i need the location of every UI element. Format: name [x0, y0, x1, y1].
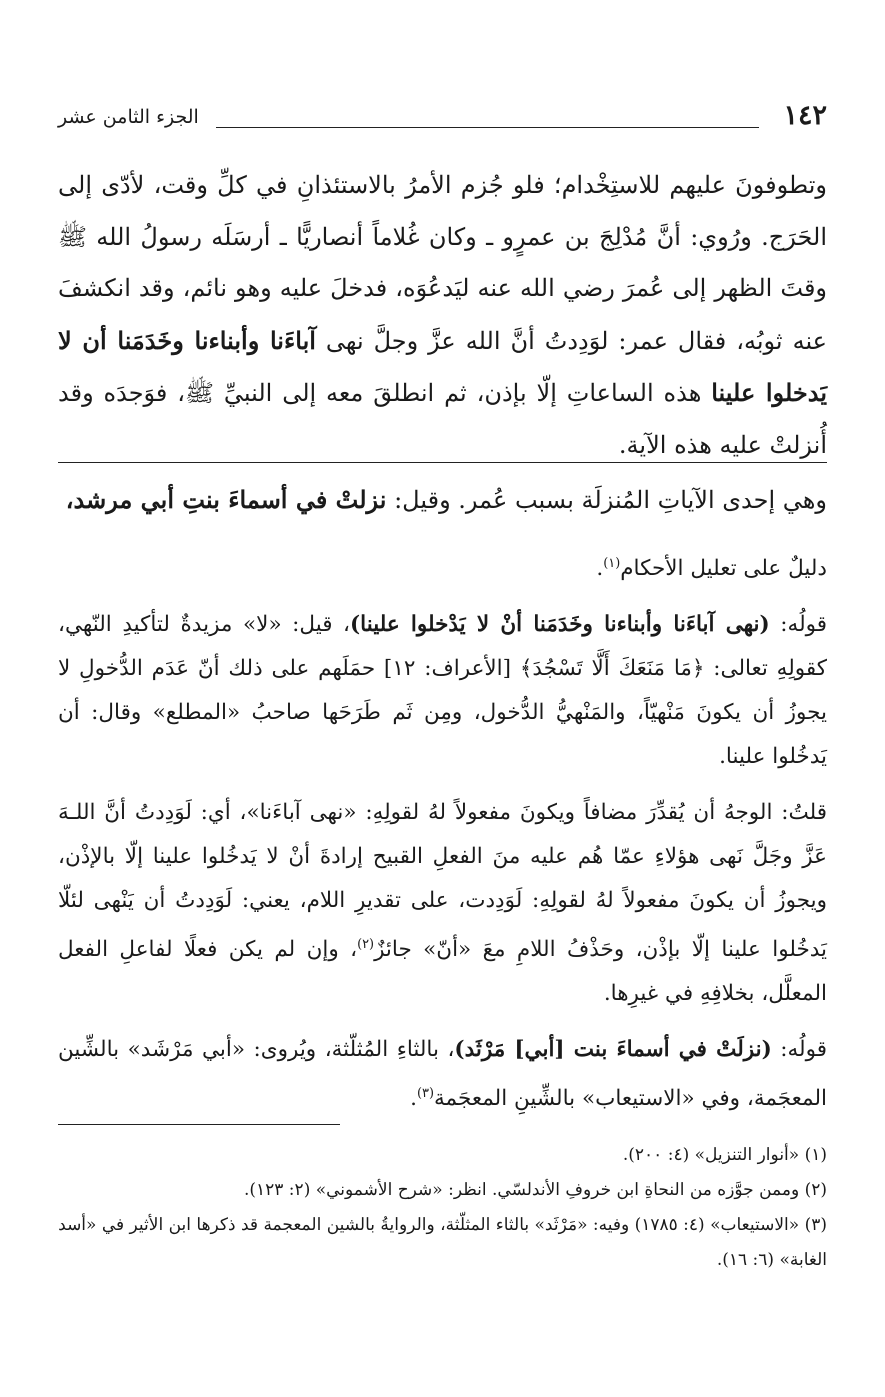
footnote-2: (٢) وممن جوَّزه من النحاةِ ابن خروفِ الأندلسّي. انظر: «شرح الأشموني» (٢: ١٢٣).: [243, 1180, 827, 1200]
paragraph-text: وهي إحدى الآياتِ المُنزلَة بسبب عُمر. وقيل:: [386, 486, 827, 514]
paragraph-lead: قولُه:: [771, 1037, 827, 1063]
paragraph-punct: .: [596, 556, 604, 582]
footnote-1: (١) «أنوار التنزيل» (٤: ٢٠٠).: [622, 1145, 827, 1165]
quote-text: وتطوفونَ عليهم للاستِخْدام؛ فلو جُزم الأمرُ بالاستئذانِ في كلِّ وقت، لأدّى إلى الحَرَج. ورُوي: أنَّ مُدْلِجَ بن عمرٍو ـ وكان غُلاماً أنصاريًّا ـ أرسَلَه رسولُ الله ﷺ وقتَ الظهر إلى عُمرَ رضي الله عنه ليَدعُوَه، فدخلَ عليه وهو نائم، وقد انكشفَ عنه ثوبُه، فقال عمر: لوَدِدتُ أنَّ الله عزَّ وجلَّ نهى: [58, 171, 828, 355]
footnotes: [58, 1138, 827, 1278]
footnote-ref: (٣): [417, 1086, 434, 1102]
footnote-ref: (١): [603, 556, 621, 571]
header-rule: [216, 127, 759, 128]
quote-text-end: هذه الساعاتِ إلّا بإذن، ثم انطلقَ معه إلى النبيِّ ﷺ، فوَجدَه وقد أُنزلتْ عليه هذه الآية.: [58, 379, 827, 459]
quote-separator-rule: [58, 462, 827, 463]
book-page: [58, 0, 827, 1397]
commentary-paragraph: [58, 603, 827, 779]
paragraph-bold-text: (نزلَتْ في أسماءَ بنت [أبي] مَرْثَد): [454, 1037, 772, 1063]
quoted-source-text: [58, 160, 827, 471]
paragraph-punct: .: [410, 1086, 417, 1112]
paragraph-text: ، بالثاءِ المُثلّثة، ويُروى: «أبي مَرْشَد» بالشِّين المعجَمة، وفي «الاستيعاب» بالشِّينِ المعجَمة: [58, 1037, 827, 1112]
paragraph-lead: قولُه:: [769, 612, 828, 638]
commentary-paragraph: [58, 1028, 827, 1121]
page-header: [58, 100, 827, 136]
commentary-paragraph: [58, 468, 827, 528]
running-title: الجزء الثامن عشر: [58, 106, 199, 128]
page-number: ١٤٢: [783, 100, 827, 131]
paragraph-bold-text: نزلتْ في أسماءَ بنتِ أبي مرشد،: [65, 485, 387, 514]
paragraph-text: ، قيل: «لا» مزيدةٌ لتأكيدِ النّهي، كقولِهِ تعالى: ﴿مَا مَنَعَكَ أَلَّا تَسْجُدَ﴾ [الأعراف: ١٢] حمَلَهم على ذلك أنّ عَدَم الدُّخولِ لا يجوزُ أن يكونَ مَنْهيّاً، والمَنْهيُّ الدُّخول، ومِن ثَم طَرَحَها صاحبُ «المطلع» وقال: أن يَدخُلوا علينا.: [58, 612, 827, 770]
paragraph-text: قلتُ: الوجهُ أن يُقدِّرَ مضافاً ويكونَ مفعولاً لهُ لقولِهِ: «نهى آباءَنا»، أي: لَوَدِدتُ أنَّ اللـهَ عَزَّ وجَلَّ نَهى هؤلاءِ عمّا هُم عليه منَ الفعلِ القبيح إرادةَ أنْ لا يَدخُلوا علينا إلّا بالإذْن، ويجوزُ أن يكونَ مفعولاً لهُ لقولِهِ: لَوَدِدت، على تقديرِ اللام، يعني: لَوَدِدتُ أن يَنْهى لئلّا يَدخُلوا علينا إلّا بإذْن، وحَذْفُ اللامِ معَ «أنّ» جائزٌ: [58, 800, 828, 963]
footnote-3: (٣) «الاستيعاب» (٤: ١٧٨٥) وفيه: «مَرْثَد» بالثاء المثلّثة، والروايةُ بالشين المعجمة قد ذكرها ابن الأثير في «أسد الغابة» (٦: ١٦).: [58, 1215, 827, 1270]
quote-bold-text: آباءَنا وأبناءنا وخَدَمَنا أن لا يَدخلوا علينا: [58, 325, 827, 407]
paragraph-text-end: ، وإن لم يكن فعلًا لفاعلِ الفعل المعلَّل، بخلافِهِ في غيرِها.: [58, 937, 827, 1007]
footnote-separator-rule: [58, 1124, 340, 1125]
commentary-paragraph: [58, 542, 827, 591]
commentary-body: [58, 468, 827, 1121]
paragraph-bold-text: (نهى آباءَنا وأبناءنا وخَدَمَنا أنْ لا يَدْخلوا علينا): [350, 612, 770, 638]
paragraph-text: دليلٌ على تعليل الأحكام: [620, 556, 827, 582]
commentary-paragraph: [58, 791, 827, 1016]
footnote-ref: (٢): [357, 937, 375, 953]
